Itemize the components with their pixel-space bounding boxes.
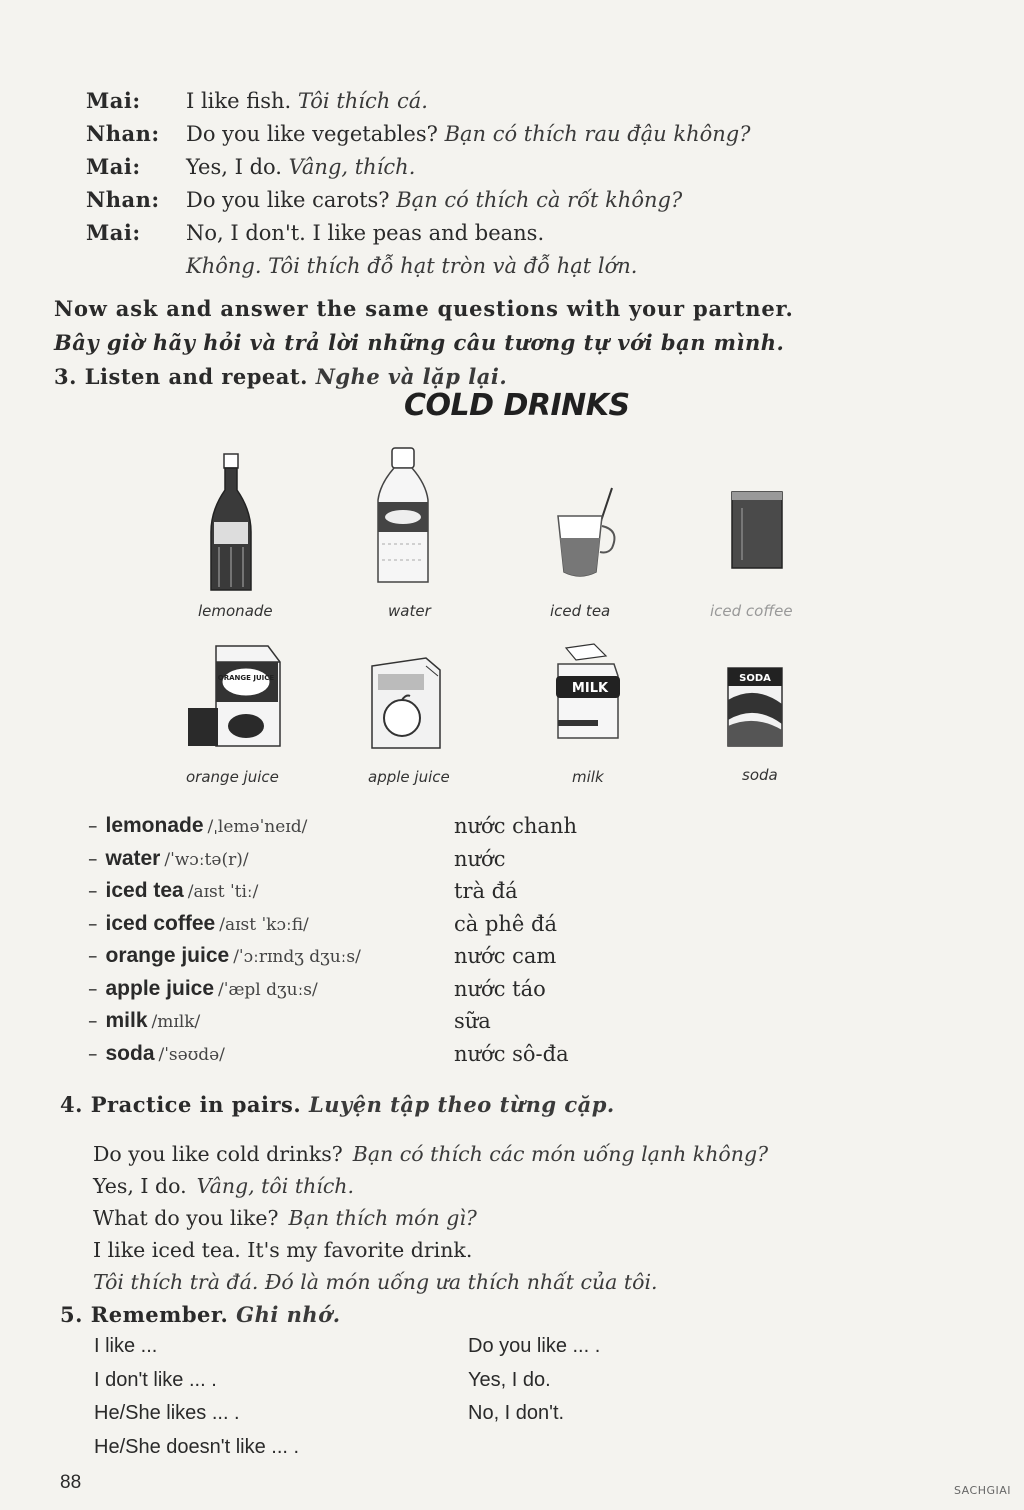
- dialogue-line: [86, 117, 846, 150]
- apple-juice-box-icon: [366, 652, 446, 752]
- utterance-vi: Bạn có thích rau đậu không?: [444, 121, 751, 146]
- caption-iced-coffee: iced coffee: [710, 602, 793, 620]
- utterance-en: Do you like carots?: [186, 187, 390, 212]
- vocab-word: orange juice: [105, 944, 230, 968]
- remember-item: Do you like ... .: [468, 1335, 601, 1358]
- utterance-vi: Bạn có thích cà rốt không?: [396, 187, 683, 212]
- vocab-row: – apple juice /ˈæpl dʒuːs/ nước táo: [88, 976, 546, 1001]
- caption-water: water: [388, 602, 431, 620]
- section-title-vi: Ghi nhớ.: [236, 1302, 341, 1327]
- watermark-logo: SACHGIAI: [954, 1484, 1012, 1497]
- vocab-meaning: trà đá: [454, 879, 518, 904]
- utterance-vi: Tôi thích cá.: [297, 88, 428, 113]
- remember-item: Yes, I do.: [468, 1368, 551, 1391]
- speaker: Nhan:: [86, 121, 160, 146]
- vocab-ipa: /ˌleməˈneɪd/: [207, 817, 308, 838]
- speaker: Mai:: [86, 88, 141, 113]
- vocab-ipa: /aɪst ˈkɔːfi/: [219, 914, 309, 935]
- instruction-vi: Bây giờ hãy hỏi và trả lời những câu tương tự với bạn mình.: [54, 330, 785, 355]
- vocab-row: – iced coffee /aɪst ˈkɔːfi/ cà phê đá: [88, 911, 557, 936]
- utterance-en: Yes, I do.: [186, 154, 282, 179]
- dialogue-line: [86, 84, 846, 117]
- caption-lemonade: lemonade: [198, 602, 273, 620]
- speaker: Mai:: [86, 154, 141, 179]
- section-number: 5.: [60, 1302, 83, 1327]
- vocab-word: soda: [105, 1041, 155, 1065]
- section-title-vi: Nghe và lặp lại.: [315, 364, 508, 389]
- caption-soda: soda: [742, 766, 778, 784]
- caption-iced-tea: iced tea: [550, 602, 611, 620]
- vocabulary-list: [88, 810, 688, 1070]
- remember-item: I like ...: [94, 1335, 158, 1358]
- soda-can-icon: [722, 664, 786, 748]
- vocab-ipa: /mɪlk/: [151, 1012, 201, 1033]
- section-title-en: Practice in pairs.: [90, 1092, 302, 1117]
- vocab-meaning: nước chanh: [454, 814, 577, 839]
- instruction-en: Now ask and answer the same questions with your partner.: [54, 296, 794, 321]
- section-title-vi: Luyện tập theo từng cặp.: [308, 1092, 615, 1117]
- iced-tea-glass-icon: [540, 486, 630, 582]
- remember-item: No, I don't.: [468, 1402, 565, 1425]
- dialogue-line: [86, 183, 846, 216]
- orange-juice-carton-icon: [186, 642, 286, 752]
- vocab-ipa: /ˈɔːrɪndʒ dʒuːs/: [233, 947, 361, 968]
- practice-vi: Bạn thích món gì?: [288, 1206, 477, 1230]
- vocab-word: milk: [105, 1009, 148, 1033]
- vocab-word: apple juice: [105, 976, 215, 1000]
- vocab-meaning: cà phê đá: [454, 911, 557, 936]
- section-heading-3: [54, 364, 507, 389]
- utterance-en: I like fish.: [186, 88, 292, 113]
- vocab-meaning: sữa: [454, 1009, 491, 1034]
- drinks-title: COLD DRINKS: [404, 388, 630, 423]
- remember-left-column: [94, 1330, 299, 1464]
- milk-box-text: MILK: [571, 681, 609, 696]
- vocab-row: – milk /mɪlk/ sữa: [88, 1009, 491, 1034]
- vocab-ipa: /aɪst ˈtiː/: [187, 882, 259, 903]
- vocab-word: lemonade: [105, 814, 204, 838]
- vocab-row: – soda /ˈsəʊdə/ nước sô-đa: [88, 1041, 569, 1066]
- iced-coffee-glass-icon: [726, 488, 788, 570]
- section-heading-5: [60, 1302, 341, 1327]
- dialogue-line: [86, 249, 846, 282]
- practice-line: [93, 1202, 973, 1234]
- vocab-row: – orange juice /ˈɔːrɪndʒ dʒuːs/ nước cam: [88, 944, 557, 969]
- speaker: Mai:: [86, 220, 141, 245]
- utterance-vi: Vâng, thích.: [288, 154, 416, 179]
- soda-can-text: SODA: [739, 673, 771, 684]
- vocab-ipa: /ˈsəʊdə/: [158, 1044, 225, 1065]
- section-number: 3.: [54, 364, 77, 389]
- caption-apple-juice: apple juice: [368, 768, 450, 786]
- vocab-word: iced tea: [105, 879, 184, 903]
- utterance-en: Do you like vegetables?: [186, 121, 438, 146]
- practice-line: [93, 1234, 973, 1266]
- dialogue-line: [86, 216, 846, 249]
- vocab-ipa: /ˈwɔːtə(r)/: [164, 849, 249, 870]
- practice-line: [93, 1138, 973, 1170]
- practice-dialogue: [93, 1138, 973, 1298]
- utterance-vi: Không. Tôi thích đỗ hạt tròn và đỗ hạt lớn.: [186, 253, 638, 278]
- caption-milk: milk: [572, 768, 604, 786]
- lemonade-bottle-icon: [205, 452, 257, 594]
- milk-carton-icon: [548, 642, 628, 748]
- practice-en: I like iced tea. It's my favorite drink.: [93, 1238, 473, 1262]
- utterance-en: No, I don't. I like peas and beans.: [186, 220, 545, 245]
- practice-vi: Bạn có thích các món uống lạnh không?: [352, 1142, 769, 1166]
- vocab-meaning: nước sô-đa: [454, 1041, 569, 1066]
- remember-right-column: [468, 1330, 600, 1431]
- vocab-row: – iced tea /aɪst ˈtiː/ trà đá: [88, 879, 518, 904]
- practice-vi: Vâng, tôi thích.: [196, 1174, 355, 1198]
- remember-item: He/She likes ... .: [94, 1402, 240, 1425]
- remember-item: He/She doesn't like ... .: [94, 1435, 300, 1458]
- section-number: 4.: [60, 1092, 83, 1117]
- practice-en: What do you like?: [93, 1206, 279, 1230]
- practice-vi: Tôi thích trà đá. Đó là món uống ưa thích nhất của tôi.: [93, 1270, 658, 1294]
- practice-en: Do you like cold drinks?: [93, 1142, 343, 1166]
- vocab-row: – water /ˈwɔːtə(r)/ nước: [88, 846, 506, 871]
- speaker: Nhan:: [86, 187, 160, 212]
- section-title-en: Remember.: [90, 1302, 229, 1327]
- caption-orange-juice: orange juice: [186, 768, 279, 786]
- dialogue: [86, 84, 846, 282]
- vocab-ipa: /ˈæpl dʒuːs/: [218, 979, 318, 1000]
- water-bottle-icon: [372, 444, 434, 586]
- vocab-word: water: [105, 846, 161, 870]
- vocab-meaning: nước: [454, 846, 506, 871]
- practice-en: Yes, I do.: [93, 1174, 187, 1198]
- dialogue-line: [86, 150, 846, 183]
- remember-item: I don't like ... .: [94, 1368, 217, 1391]
- vocab-meaning: nước cam: [454, 944, 557, 969]
- section-title-en: Listen and repeat.: [84, 364, 308, 389]
- vocab-meaning: nước táo: [454, 976, 546, 1001]
- page-number: 88: [60, 1472, 82, 1493]
- practice-line: [93, 1266, 973, 1298]
- vocab-row: – lemonade /ˌleməˈneɪd/ nước chanh: [88, 814, 577, 839]
- orange-box-text: ORANGE JUICE: [217, 674, 275, 682]
- section-heading-4: [60, 1092, 615, 1117]
- vocab-word: iced coffee: [105, 911, 216, 935]
- practice-line: [93, 1170, 973, 1202]
